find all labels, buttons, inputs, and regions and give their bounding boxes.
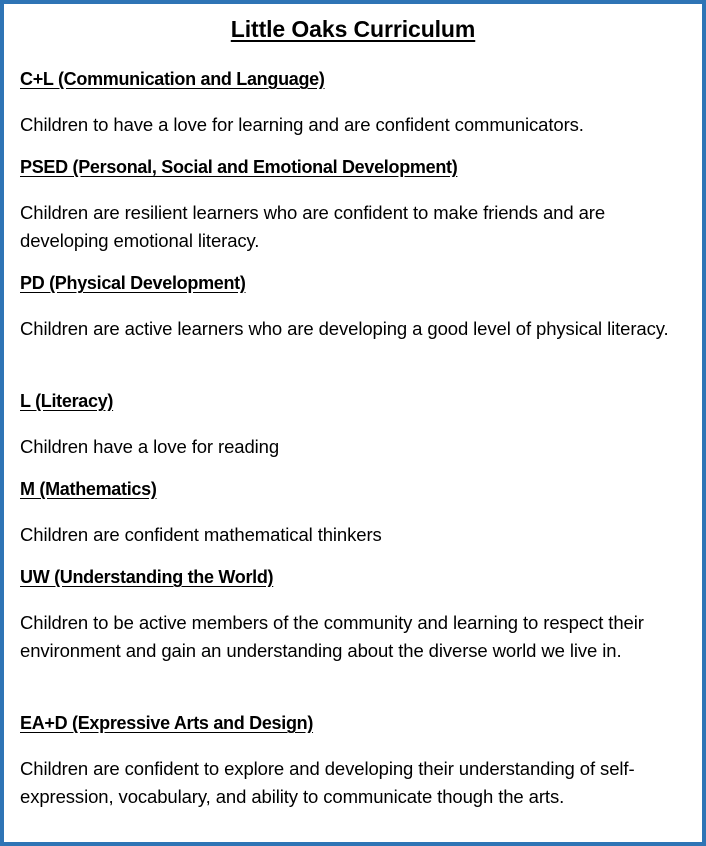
section-description-expressive-arts: Children are confident to explore and developing their understanding of self-expression, vocabulary, and ability to communicate though the arts. (20, 758, 635, 807)
section-heading-physical-development: PD (Physical Development) (20, 273, 246, 293)
section-description-communication-language: Children to have a love for learning and are confident communicators. (20, 114, 584, 135)
section-heading-literacy: L (Literacy) (20, 391, 114, 411)
section-heading-communication-language: C+L (Communication and Language) (20, 69, 325, 89)
section-heading-psed: PSED (Personal, Social and Emotional Development) (20, 157, 458, 177)
document-title: Little Oaks Curriculum (230, 16, 476, 42)
section-heading-expressive-arts: EA+D (Expressive Arts and Design) (20, 713, 314, 733)
section-heading-mathematics: M (Mathematics) (20, 479, 157, 499)
section-description-physical-development: Children are active learners who are developing a good level of physical literacy. (20, 318, 669, 339)
section-description-understanding-world: Children to be active members of the community and learning to respect their environment and gain an understanding about the diverse world we live in. (20, 612, 644, 661)
section-description-mathematics: Children are confident mathematical thinkers (20, 524, 382, 545)
section-description-literacy: Children have a love for reading (20, 436, 280, 457)
section-description-psed: Children are resilient learners who are confident to make friends and are developing emotional literacy. (20, 202, 606, 251)
section-heading-understanding-world: UW (Understanding the World) (20, 567, 274, 587)
